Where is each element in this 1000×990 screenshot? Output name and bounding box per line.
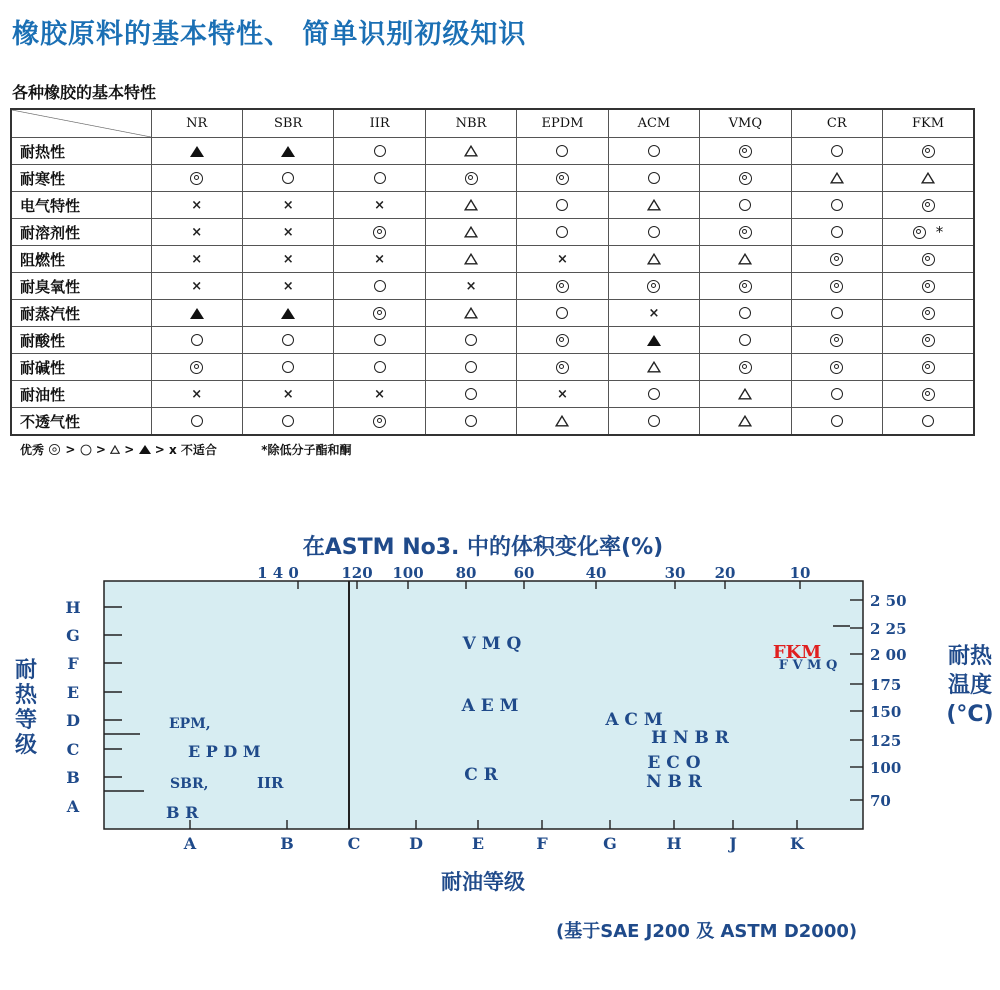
- bottom-axis-title: 耐油等级: [441, 870, 525, 894]
- bottom-tick-label: G: [603, 834, 617, 853]
- right-tick-label: 2 25: [870, 620, 907, 638]
- top-tick-label: 40: [585, 564, 607, 582]
- column-header-acm: ACM: [608, 109, 699, 138]
- bottom-tick-label: A: [183, 834, 197, 853]
- legend-gt-1: >: [65, 442, 76, 457]
- left-tick-label: B: [66, 768, 80, 787]
- column-header-vmq: VMQ: [700, 109, 791, 138]
- left-tick-label: D: [66, 711, 80, 730]
- x-mark-icon: ×: [191, 386, 203, 402]
- material-label: E C O: [647, 753, 701, 773]
- x-mark-icon: ×: [282, 197, 294, 213]
- column-header-cr: CR: [791, 109, 882, 138]
- x-mark-icon: ×: [191, 197, 203, 213]
- top-tick-label: 100: [392, 564, 424, 582]
- bottom-tick-label: F: [536, 834, 548, 853]
- standard-basis-note: (基于SAE J200 及 ASTM D2000): [556, 921, 858, 942]
- left-tick-label: F: [67, 654, 79, 673]
- bottom-tick-label: J: [729, 834, 737, 853]
- x-mark-icon: ×: [374, 386, 386, 402]
- column-header-sbr: SBR: [242, 109, 333, 138]
- right-tick-label: 70: [870, 792, 891, 810]
- material-label: A E M: [461, 696, 519, 716]
- legend-prefix: 优秀: [20, 443, 45, 457]
- legend-x-label: x 不适合: [168, 443, 217, 457]
- material-label: N B R: [646, 772, 702, 792]
- x-mark-icon: ×: [191, 224, 203, 240]
- material-label: C R: [464, 765, 498, 785]
- row-label: 耐油性: [11, 381, 151, 408]
- material-label: F V M Q: [778, 658, 838, 673]
- left-tick-label: A: [66, 797, 80, 816]
- x-mark-icon: ×: [282, 224, 294, 240]
- material-label: FKM: [772, 642, 822, 663]
- bottom-tick-label: K: [790, 834, 804, 853]
- material-label: A C M: [605, 710, 663, 730]
- top-tick-label: 30: [664, 564, 686, 582]
- row-label: 不透气性: [11, 408, 151, 436]
- left-tick-label: C: [66, 740, 80, 759]
- x-mark-icon: ×: [557, 251, 568, 267]
- x-mark-icon: ×: [282, 251, 294, 267]
- left-axis-title: 耐热等级: [14, 658, 37, 758]
- right-tick-label: 100: [870, 759, 902, 777]
- row-label: 耐寒性: [11, 165, 151, 192]
- page-title: 橡胶原料的基本特性、 简单识别初级知识: [12, 19, 527, 50]
- right-axis-title: [940, 642, 1000, 729]
- row-label: 耐溶剂性: [11, 219, 151, 246]
- row-label: 耐碱性: [11, 354, 151, 381]
- x-mark-icon: ×: [191, 278, 203, 294]
- row-label: 耐臭氧性: [11, 273, 151, 300]
- x-mark-icon: ×: [374, 251, 386, 267]
- x-mark-icon: ×: [374, 197, 386, 213]
- bottom-tick-label: H: [666, 834, 682, 853]
- x-mark-icon: ×: [648, 305, 660, 321]
- row-label: 电气特性: [11, 192, 151, 219]
- legend-gt-3: >: [124, 442, 135, 457]
- legend-gt-4: >: [154, 442, 165, 457]
- legend-note: *除低分子酯和酮: [261, 443, 352, 457]
- top-tick-label: 10: [789, 564, 811, 582]
- right-tick-label: 150: [870, 703, 902, 721]
- x-mark-icon: ×: [465, 278, 477, 294]
- top-tick-label: 1 4 0: [257, 564, 299, 582]
- left-tick-label: H: [65, 598, 81, 617]
- column-header-iir: IIR: [334, 109, 425, 138]
- row-label: 耐热性: [11, 138, 151, 165]
- material-label: E P D M: [188, 742, 261, 761]
- row-label: 耐酸性: [11, 327, 151, 354]
- material-label: SBR,: [170, 776, 209, 792]
- right-axis-title-text: 耐热温度: [947, 644, 992, 698]
- row-label: 耐蒸汽性: [11, 300, 151, 327]
- table-caption: 各种橡胶的基本特性: [12, 83, 157, 102]
- legend-gt-2: >: [95, 442, 106, 457]
- material-label: V M Q: [462, 634, 522, 654]
- right-axis-unit: (°C): [946, 702, 994, 727]
- column-header-epdm: EPDM: [517, 109, 608, 138]
- column-header-nr: NR: [151, 109, 242, 138]
- material-label: B R: [166, 803, 199, 822]
- column-header-fkm: FKM: [883, 109, 975, 138]
- material-label: H N B R: [651, 728, 729, 748]
- left-tick-label: G: [66, 626, 80, 645]
- right-tick-label: 2 00: [870, 646, 907, 664]
- x-mark-icon: ×: [282, 386, 294, 402]
- left-tick-label: E: [66, 683, 80, 702]
- footnote-star: *: [935, 222, 944, 241]
- right-tick-label: 2 50: [870, 592, 907, 610]
- bottom-tick-label: C: [347, 834, 361, 853]
- bottom-tick-label: E: [471, 834, 485, 853]
- material-label: IIR: [257, 774, 284, 792]
- top-tick-label: 60: [513, 564, 535, 582]
- x-mark-icon: ×: [191, 251, 203, 267]
- row-label: 阻燃性: [11, 246, 151, 273]
- column-header-nbr: NBR: [425, 109, 516, 138]
- material-label: EPM,: [169, 716, 211, 732]
- bottom-tick-label: D: [409, 834, 423, 853]
- top-tick-label: 20: [714, 564, 736, 582]
- right-tick-label: 175: [870, 676, 902, 694]
- x-mark-icon: ×: [557, 386, 568, 402]
- chart-title: 在ASTM No3. 中的体积变化率(%): [302, 535, 664, 560]
- top-tick-label: 80: [455, 564, 477, 582]
- x-mark-icon: ×: [282, 278, 294, 294]
- right-tick-label: 125: [870, 732, 902, 750]
- top-tick-label: 120: [341, 564, 373, 582]
- bottom-tick-label: B: [280, 834, 294, 853]
